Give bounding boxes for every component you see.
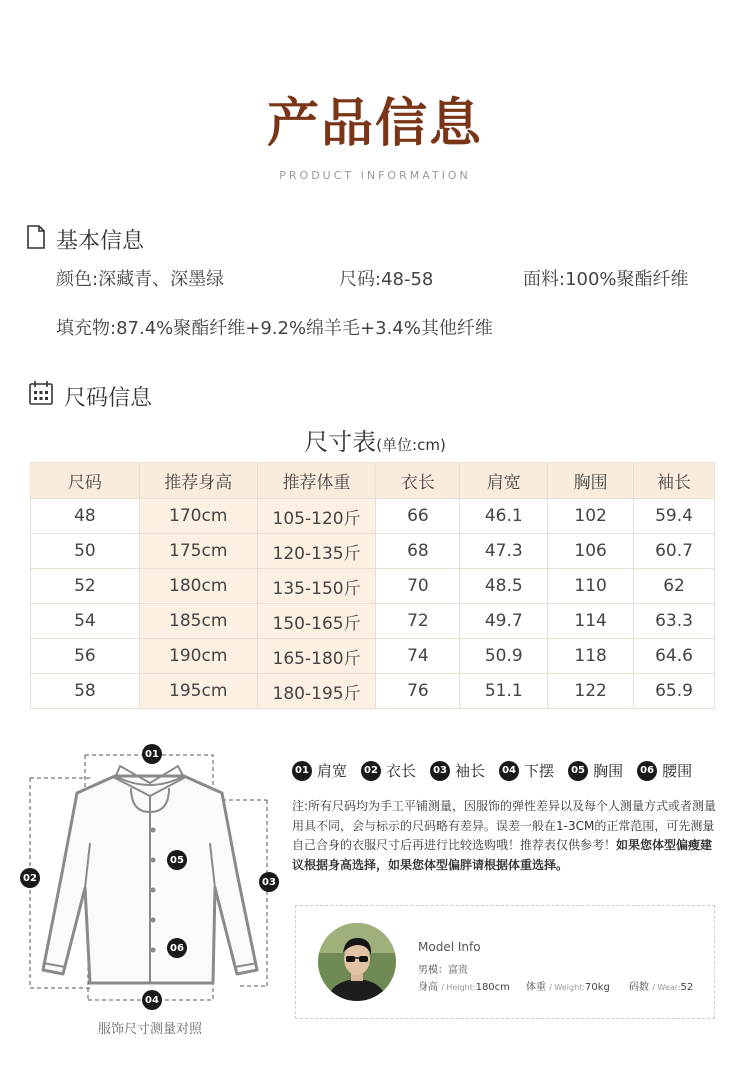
table-cell: 76 xyxy=(376,674,460,709)
legend-item xyxy=(292,760,347,781)
diagram-caption: 服饰尺寸测量对照 xyxy=(97,1022,202,1037)
legend-item xyxy=(361,760,416,781)
legend-label: 胸围 xyxy=(593,762,624,780)
column-header: 肩宽 xyxy=(460,463,548,499)
document-icon xyxy=(26,225,46,255)
legend-item xyxy=(430,760,485,781)
note-bold-text: 如果您体型偏瘦建议根据身高选择，如果您体型偏胖请根据体重选择。 xyxy=(292,838,713,872)
table-cell: 110 xyxy=(548,569,634,604)
model-wear-size xyxy=(629,978,693,993)
table-cell: 122 xyxy=(548,674,634,709)
table-cell: 54 xyxy=(31,604,140,639)
fabric-info: 面料:100%聚酯纤维 xyxy=(523,269,689,290)
column-header: 衣长 xyxy=(376,463,460,499)
column-header: 推荐身高 xyxy=(139,463,257,499)
legend-label: 肩宽 xyxy=(317,762,348,780)
measure-legend xyxy=(292,760,692,781)
table-cell: 135-150斤 xyxy=(257,569,376,604)
table-cell: 66 xyxy=(376,499,460,534)
size-range-info: 尺码:48-58 xyxy=(339,269,434,290)
model-info-card xyxy=(295,905,715,1019)
table-cell: 150-165斤 xyxy=(257,604,376,639)
height-en-label: / Height: xyxy=(441,983,476,992)
table-cell: 114 xyxy=(548,604,634,639)
table-cell: 56 xyxy=(31,639,140,674)
table-cell: 70 xyxy=(376,569,460,604)
size-table xyxy=(30,462,715,709)
size-table-label: 尺寸表 xyxy=(304,428,377,456)
table-header-row xyxy=(31,463,715,499)
table-cell: 170cm xyxy=(139,499,257,534)
table-row xyxy=(31,639,715,674)
marker-06: 06 xyxy=(167,938,187,958)
table-cell: 102 xyxy=(548,499,634,534)
height-value: 180cm xyxy=(475,982,510,993)
table-cell: 120-135斤 xyxy=(257,534,376,569)
table-cell: 62 xyxy=(634,569,715,604)
table-cell: 60.7 xyxy=(634,534,715,569)
column-header: 袖长 xyxy=(634,463,715,499)
legend-number: 06 xyxy=(637,761,657,781)
table-cell: 59.4 xyxy=(634,499,715,534)
page-title: 产品信息 xyxy=(266,94,483,154)
legend-label: 袖长 xyxy=(455,762,486,780)
table-cell: 175cm xyxy=(139,534,257,569)
page-subtitle: PRODUCT INFORMATION xyxy=(279,169,471,182)
legend-number: 05 xyxy=(568,761,588,781)
legend-item xyxy=(499,760,554,781)
weight-value: 70kg xyxy=(585,982,610,993)
calendar-icon xyxy=(28,380,54,412)
table-cell: 51.1 xyxy=(460,674,548,709)
legend-label: 下摆 xyxy=(524,762,555,780)
size-table-title xyxy=(0,422,750,457)
table-cell: 195cm xyxy=(139,674,257,709)
marker-03: 03 xyxy=(259,872,279,892)
weight-label: 体重 xyxy=(526,982,546,993)
table-cell: 118 xyxy=(548,639,634,674)
model-weight xyxy=(526,978,610,993)
table-row xyxy=(31,499,715,534)
basic-info-heading xyxy=(26,224,144,255)
table-row xyxy=(31,569,715,604)
legend-number: 01 xyxy=(292,761,312,781)
table-cell: 63.3 xyxy=(634,604,715,639)
column-header: 尺码 xyxy=(31,463,140,499)
table-cell: 48.5 xyxy=(460,569,548,604)
legend-label: 衣长 xyxy=(386,762,417,780)
wear-value: 52 xyxy=(680,982,694,993)
size-info-title: 尺码信息 xyxy=(64,385,153,411)
marker-05: 05 xyxy=(167,850,187,870)
marker-02: 02 xyxy=(20,868,40,888)
table-cell: 72 xyxy=(376,604,460,639)
legend-item xyxy=(568,760,623,781)
marker-04: 04 xyxy=(142,990,162,1010)
model-name: 男模：富贵 xyxy=(418,965,468,976)
table-cell: 47.3 xyxy=(460,534,548,569)
table-cell: 185cm xyxy=(139,604,257,639)
wear-en-label: / Wear: xyxy=(652,983,681,992)
wear-label: 码数 xyxy=(629,982,649,993)
note-text: 注:所有尺码均为手工平铺测量，因服饰的弹性差异以及每个人测量方式或者测量用具不同，会与标示的尺码略有差异。误差一般在1-3CM的正常范围，可先测量自己合身的衣服尺寸后再进行比较选购哦！推荐表仅供参考！ xyxy=(292,799,717,852)
legend-item xyxy=(637,760,692,781)
model-avatar xyxy=(318,923,396,1001)
filling-info: 填充物:87.4%聚酯纤维+9.2%绵羊毛+3.4%其他纤维 xyxy=(56,318,493,339)
table-cell: 105-120斤 xyxy=(257,499,376,534)
measurement-note xyxy=(292,797,717,875)
table-cell: 180cm xyxy=(139,569,257,604)
legend-number: 04 xyxy=(499,761,519,781)
table-cell: 50 xyxy=(31,534,140,569)
legend-number: 02 xyxy=(361,761,381,781)
model-height xyxy=(418,978,510,993)
table-row xyxy=(31,604,715,639)
legend-label: 腰围 xyxy=(662,762,693,780)
table-cell: 50.9 xyxy=(460,639,548,674)
table-cell: 65.9 xyxy=(634,674,715,709)
marker-01: 01 xyxy=(142,744,162,764)
table-cell: 52 xyxy=(31,569,140,604)
shirt-diagram xyxy=(15,738,285,1013)
table-cell: 49.7 xyxy=(460,604,548,639)
table-cell: 64.6 xyxy=(634,639,715,674)
legend-number: 03 xyxy=(430,761,450,781)
column-header: 胸围 xyxy=(548,463,634,499)
table-cell: 48 xyxy=(31,499,140,534)
color-info: 颜色:深藏青、深墨绿 xyxy=(56,269,225,290)
table-cell: 46.1 xyxy=(460,499,548,534)
table-row xyxy=(31,674,715,709)
weight-en-label: / Weight: xyxy=(549,983,585,992)
size-table-unit: (单位:cm) xyxy=(376,436,446,454)
table-cell: 58 xyxy=(31,674,140,709)
table-cell: 68 xyxy=(376,534,460,569)
basic-info-title: 基本信息 xyxy=(56,229,145,254)
table-cell: 165-180斤 xyxy=(257,639,376,674)
height-label: 身高 xyxy=(418,982,438,993)
table-cell: 74 xyxy=(376,639,460,674)
table-row xyxy=(31,534,715,569)
table-cell: 106 xyxy=(548,534,634,569)
size-info-heading xyxy=(28,380,152,412)
column-header: 推荐体重 xyxy=(257,463,376,499)
table-cell: 190cm xyxy=(139,639,257,674)
model-info-title: Model Info xyxy=(418,940,481,954)
table-cell: 180-195斤 xyxy=(257,674,376,709)
